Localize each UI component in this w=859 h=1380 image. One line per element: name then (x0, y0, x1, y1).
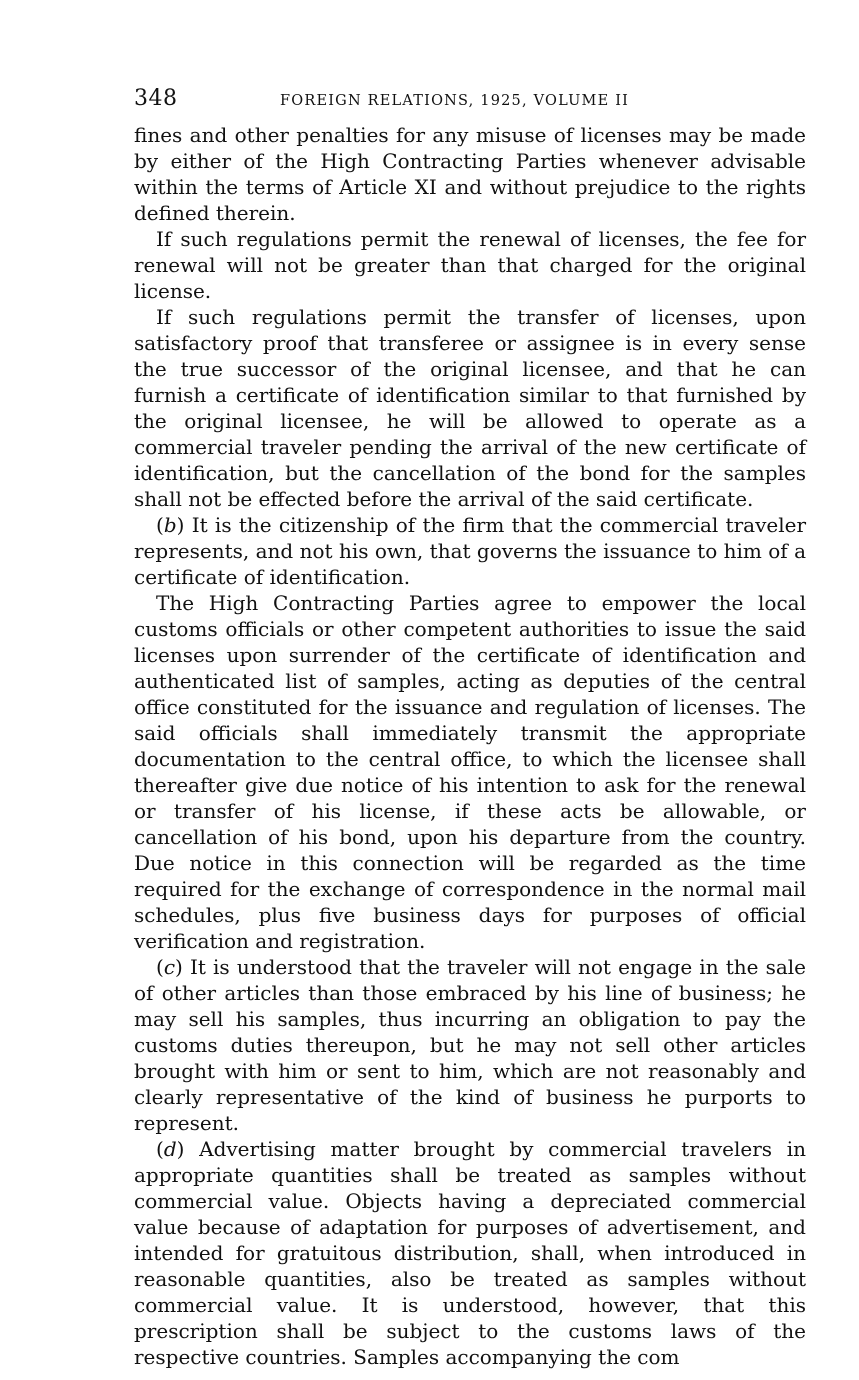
paragraph-c (134, 954, 806, 1136)
page-number: 348 (134, 86, 178, 111)
paragraph-renewal: If such regulations permit the renewal of licenses, the fee for renewal will not be greater than that charged for the original license. (134, 227, 806, 303)
subsection-marker-c: (c) (156, 955, 183, 979)
paragraph-d-text: Advertising matter brought by commercial travelers in appropriate quantities shall be treated as samples without commercial value. Objects having a depreciated commercial value because of adaptation for purposes of advertisement, and intended for gratuitous distribution, shall, when introduced in reasonable quantities, also be treated as samples without commercial value. It is understood, however, that this prescription shall be subject to the customs laws of the respective countries. Samples accompanying the com (134, 1137, 806, 1369)
paragraph-b-text: It is the citizenship of the firm that the commercial traveler represents, and not his own, that governs the issuance to him of a certificate of identification. (134, 513, 807, 589)
paragraph-transfer: If such regulations permit the transfer of licenses, upon satisfactory proof that transferee or assignee is in every sense the true successor of the original licensee, and that he can furnish a certificate of identification similar to that furnished by the original licensee, he will be allowed to operate as a commercial traveler pending the arrival of the new certificate of identification, but the cancellation of the bond for the samples shall not be effected before the arrival of the said certificate. (134, 305, 806, 511)
paragraph-c-text: It is understood that the traveler will not engage in the sale of other articles than those embraced by his line of business; he may sell his samples, thus incurring an obligation to pay the customs duties thereupon, but he may not sell other articles brought with him or sent to him, which are not reasonably and clearly representative of the kind of business he purports to represent. (134, 955, 807, 1135)
paragraph-continuation: fines and other penalties for any misuse of licenses may be made by either of the High Contracting Parties whenever advisable within the terms of Article XI and without prejudice to the rights defined therein. (134, 123, 806, 225)
running-head (134, 86, 806, 120)
paragraph-b (134, 512, 806, 590)
subsection-marker-b: (b) (156, 513, 185, 537)
paragraph-deputies: The High Contracting Parties agree to empower the local customs officials or other competent authorities to issue the said licenses upon surrender of the certificate of identification and authenticated list of samples, acting as deputies of the central office constituted for the issuance and regulation of licenses. The said officials shall immediately transmit the appropriate documentation to the central office, to which the licensee shall thereafter give due notice of his intention to ask for the renewal or transfer of his license, if these acts be allowable, or cancellation of his bond, upon his departure from the country. Due notice in this connection will be regarded as the time required for the exchange of correspondence in the normal mail schedules, plus five business days for purposes of official verification and registration. (134, 591, 806, 953)
subsection-marker-d: (d) (156, 1137, 185, 1161)
body-text (134, 122, 806, 1370)
running-title: FOREIGN RELATIONS, 1925, VOLUME II (280, 93, 630, 109)
paragraph-d (134, 1136, 806, 1370)
document-page (134, 86, 806, 1370)
